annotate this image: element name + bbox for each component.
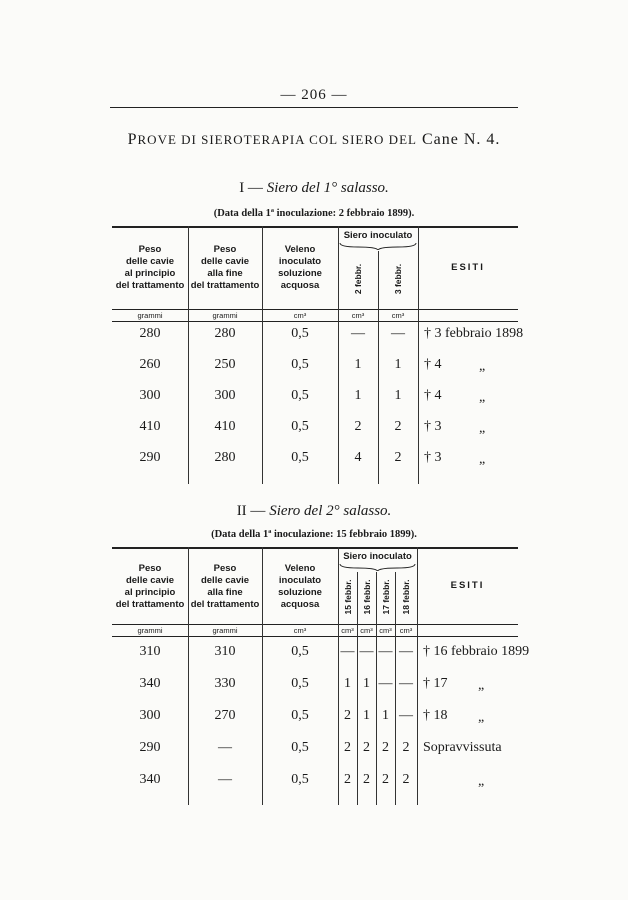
table-cell: 0,5 <box>291 357 309 372</box>
header-peso-fine <box>188 244 262 292</box>
ditto-mark: „ <box>479 390 486 405</box>
date-header: 18 febbr. <box>401 579 411 615</box>
unit-label: cm³ <box>360 626 373 635</box>
section1-heading <box>0 180 628 197</box>
table-cell: 280 <box>139 326 161 341</box>
header-line: delle cavie <box>200 256 250 267</box>
table-cell: — <box>399 708 413 723</box>
table-cell: — <box>351 326 365 341</box>
ditto-mark: „ <box>478 678 485 693</box>
header-line: delle cavie <box>125 256 175 267</box>
header-peso-inizio <box>112 244 188 292</box>
table-cell: 300 <box>139 388 161 403</box>
header-peso-inizio <box>112 563 188 611</box>
unit-label: grammi <box>212 311 238 320</box>
table-cell: 290 <box>139 740 161 755</box>
header-line: del trattamento <box>190 280 260 291</box>
esito-text: Sopravvissuta <box>423 740 502 755</box>
table-cell: 280 <box>214 450 236 465</box>
ditto-mark: „ <box>479 421 486 436</box>
unit-label: cm³ <box>379 626 392 635</box>
header-veleno <box>262 563 338 611</box>
brace-icon <box>338 242 418 250</box>
siero-inoculato-header: Siero inoculato <box>343 551 412 562</box>
header-line: Peso <box>138 244 162 255</box>
header-line: soluzione <box>278 587 322 598</box>
table-cell: 2 <box>394 419 402 434</box>
date-header: 3 febbr. <box>393 263 403 295</box>
table-cell: 2 <box>344 772 351 787</box>
page-title <box>0 131 628 149</box>
table-cell: 4 <box>354 450 362 465</box>
table-cell: 300 <box>139 708 161 723</box>
table-top-rule <box>112 547 518 549</box>
table-cell: 250 <box>214 357 236 372</box>
title-end: Cane N. 4. <box>421 131 501 148</box>
table-cell: — <box>378 676 393 691</box>
table-cell: 0,5 <box>291 450 309 465</box>
table-cell: 260 <box>139 357 161 372</box>
header-line: alla fine <box>207 587 243 598</box>
header-line: al principio <box>124 587 176 598</box>
table-cell: 1 <box>382 708 389 723</box>
table-cell: 1 <box>394 357 402 372</box>
header-veleno <box>262 244 338 292</box>
header-line: Peso <box>138 563 162 574</box>
table-cell: — <box>218 740 232 755</box>
table-top-rule <box>112 226 518 228</box>
header-line: del trattamento <box>115 599 185 610</box>
table-cell: 2 <box>394 450 402 465</box>
table-cell: 300 <box>214 388 236 403</box>
unit-label: cm³ <box>351 311 365 320</box>
date-header: 2 febbr. <box>353 263 363 295</box>
siero-inoculato-header: Siero inoculato <box>343 230 413 241</box>
esiti-header: ESITI <box>450 579 485 591</box>
date-header: 15 febbr. <box>342 579 353 615</box>
table-header-rule <box>112 309 518 310</box>
table-unit-rule <box>112 636 518 637</box>
header-line: delle cavie <box>200 575 250 586</box>
header-line: delle cavie <box>125 575 175 586</box>
table-cell: 0,5 <box>291 388 309 403</box>
table-cell: 0,5 <box>291 644 309 659</box>
table-cell: — <box>359 644 374 659</box>
table-cell: 1 <box>344 676 351 691</box>
header-rule <box>110 107 518 108</box>
table-cell: 0,5 <box>291 740 309 755</box>
unit-label: cm³ <box>391 311 405 320</box>
table-cell: 310 <box>214 644 236 659</box>
unit-label: grammi <box>137 626 163 635</box>
column-divider <box>338 226 339 484</box>
unit-label: grammi <box>137 311 163 320</box>
title-smallcaps: ROVE DI SIEROTERAPIA COL SIERO DEL <box>137 132 417 147</box>
page-number: — 206 — <box>280 87 348 103</box>
esito-text: † 3 febbraio 1898 <box>424 326 524 341</box>
header-line: soluzione <box>278 268 322 279</box>
esito-text: † 4 <box>424 357 442 372</box>
table-cell: 2 <box>354 419 362 434</box>
table-cell: 0,5 <box>291 326 309 341</box>
header-line: Veleno <box>284 244 316 255</box>
section2-heading-text: Siero del 2° salasso. <box>269 503 392 519</box>
table-cell: 290 <box>139 450 161 465</box>
table-cell: 2 <box>344 708 351 723</box>
section2-subtitle: (Data della 1ª inoculazione: 15 febbraio 1899). <box>211 529 417 540</box>
table-cell: 1 <box>363 708 370 723</box>
table-cell: 410 <box>214 419 236 434</box>
date-header: 16 febbr. <box>361 579 372 615</box>
table-cell: 2 <box>363 772 370 787</box>
header-peso-fine <box>188 563 262 611</box>
ditto-mark: „ <box>479 359 486 374</box>
esiti-header: ESITI <box>451 261 485 273</box>
section1-subtitle: (Data della 1ª inoculazione: 2 febbraio 1899). <box>213 208 415 219</box>
section2-heading <box>0 503 628 520</box>
header-line: inoculato <box>278 575 322 586</box>
table-cell: 0,5 <box>291 419 309 434</box>
esito-text: † 17 <box>423 676 448 691</box>
header-line: del trattamento <box>190 599 260 610</box>
date-header: 17 febbr. <box>380 579 391 615</box>
table-cell: 330 <box>214 676 236 691</box>
header-line: al principio <box>124 268 176 279</box>
esito-text: † 3 <box>424 419 442 434</box>
section1-number: I — <box>239 180 263 196</box>
unit-label: cm³ <box>341 626 354 635</box>
section2-table <box>112 547 530 807</box>
table-cell: 1 <box>354 357 362 372</box>
table-cell: — <box>340 644 355 659</box>
table-cell: — <box>399 644 413 659</box>
ditto-mark: „ <box>478 774 485 789</box>
table-cell: — <box>378 644 393 659</box>
table-cell: 280 <box>214 326 236 341</box>
table-cell: 340 <box>139 772 161 787</box>
table-cell: — <box>391 326 405 341</box>
ditto-mark: „ <box>479 452 486 467</box>
ditto-mark: „ <box>478 710 485 725</box>
table-cell: 1 <box>363 676 370 691</box>
section1-table <box>112 226 524 486</box>
title-first-letter: P <box>127 131 138 148</box>
table-cell: 410 <box>139 419 161 434</box>
table-cell: 2 <box>363 740 370 755</box>
header-line: Veleno <box>284 563 316 574</box>
table-cell: 0,5 <box>291 708 309 723</box>
section1-heading-text: Siero del 1° salasso. <box>266 180 389 196</box>
esito-text: † 16 febbraio 1899 <box>423 644 530 659</box>
table-cell: 2 <box>402 740 410 755</box>
header-line: alla fine <box>207 268 243 279</box>
table-cell: 270 <box>214 708 236 723</box>
esito-text: † 18 <box>423 708 448 723</box>
table-cell: 310 <box>139 644 161 659</box>
unit-label: cm³ <box>293 311 307 320</box>
table-cell: 1 <box>354 388 362 403</box>
header-line: inoculato <box>278 256 322 267</box>
table-cell: 2 <box>402 772 410 787</box>
unit-label: cm³ <box>399 626 413 635</box>
header-line: del trattamento <box>115 280 185 291</box>
table-cell: 0,5 <box>291 772 309 787</box>
header-line: Peso <box>213 563 237 574</box>
table-cell: 0,5 <box>291 676 309 691</box>
header-line: Peso <box>213 244 237 255</box>
table-cell: — <box>399 676 413 691</box>
header-line: acquosa <box>280 599 320 610</box>
table-cell: — <box>218 772 232 787</box>
esito-text: † 4 <box>424 388 442 403</box>
table-cell: 2 <box>382 772 389 787</box>
esito-text: † 3 <box>424 450 442 465</box>
header-line: acquosa <box>280 280 320 291</box>
section2-number: II — <box>236 503 266 519</box>
table-cell: 2 <box>344 740 351 755</box>
table-cell: 340 <box>139 676 161 691</box>
table-unit-rule <box>112 321 518 322</box>
table-cell: 1 <box>394 388 402 403</box>
unit-label: grammi <box>212 626 238 635</box>
table-header-rule <box>112 624 518 625</box>
unit-label: cm³ <box>293 626 307 635</box>
table-cell: 2 <box>382 740 389 755</box>
